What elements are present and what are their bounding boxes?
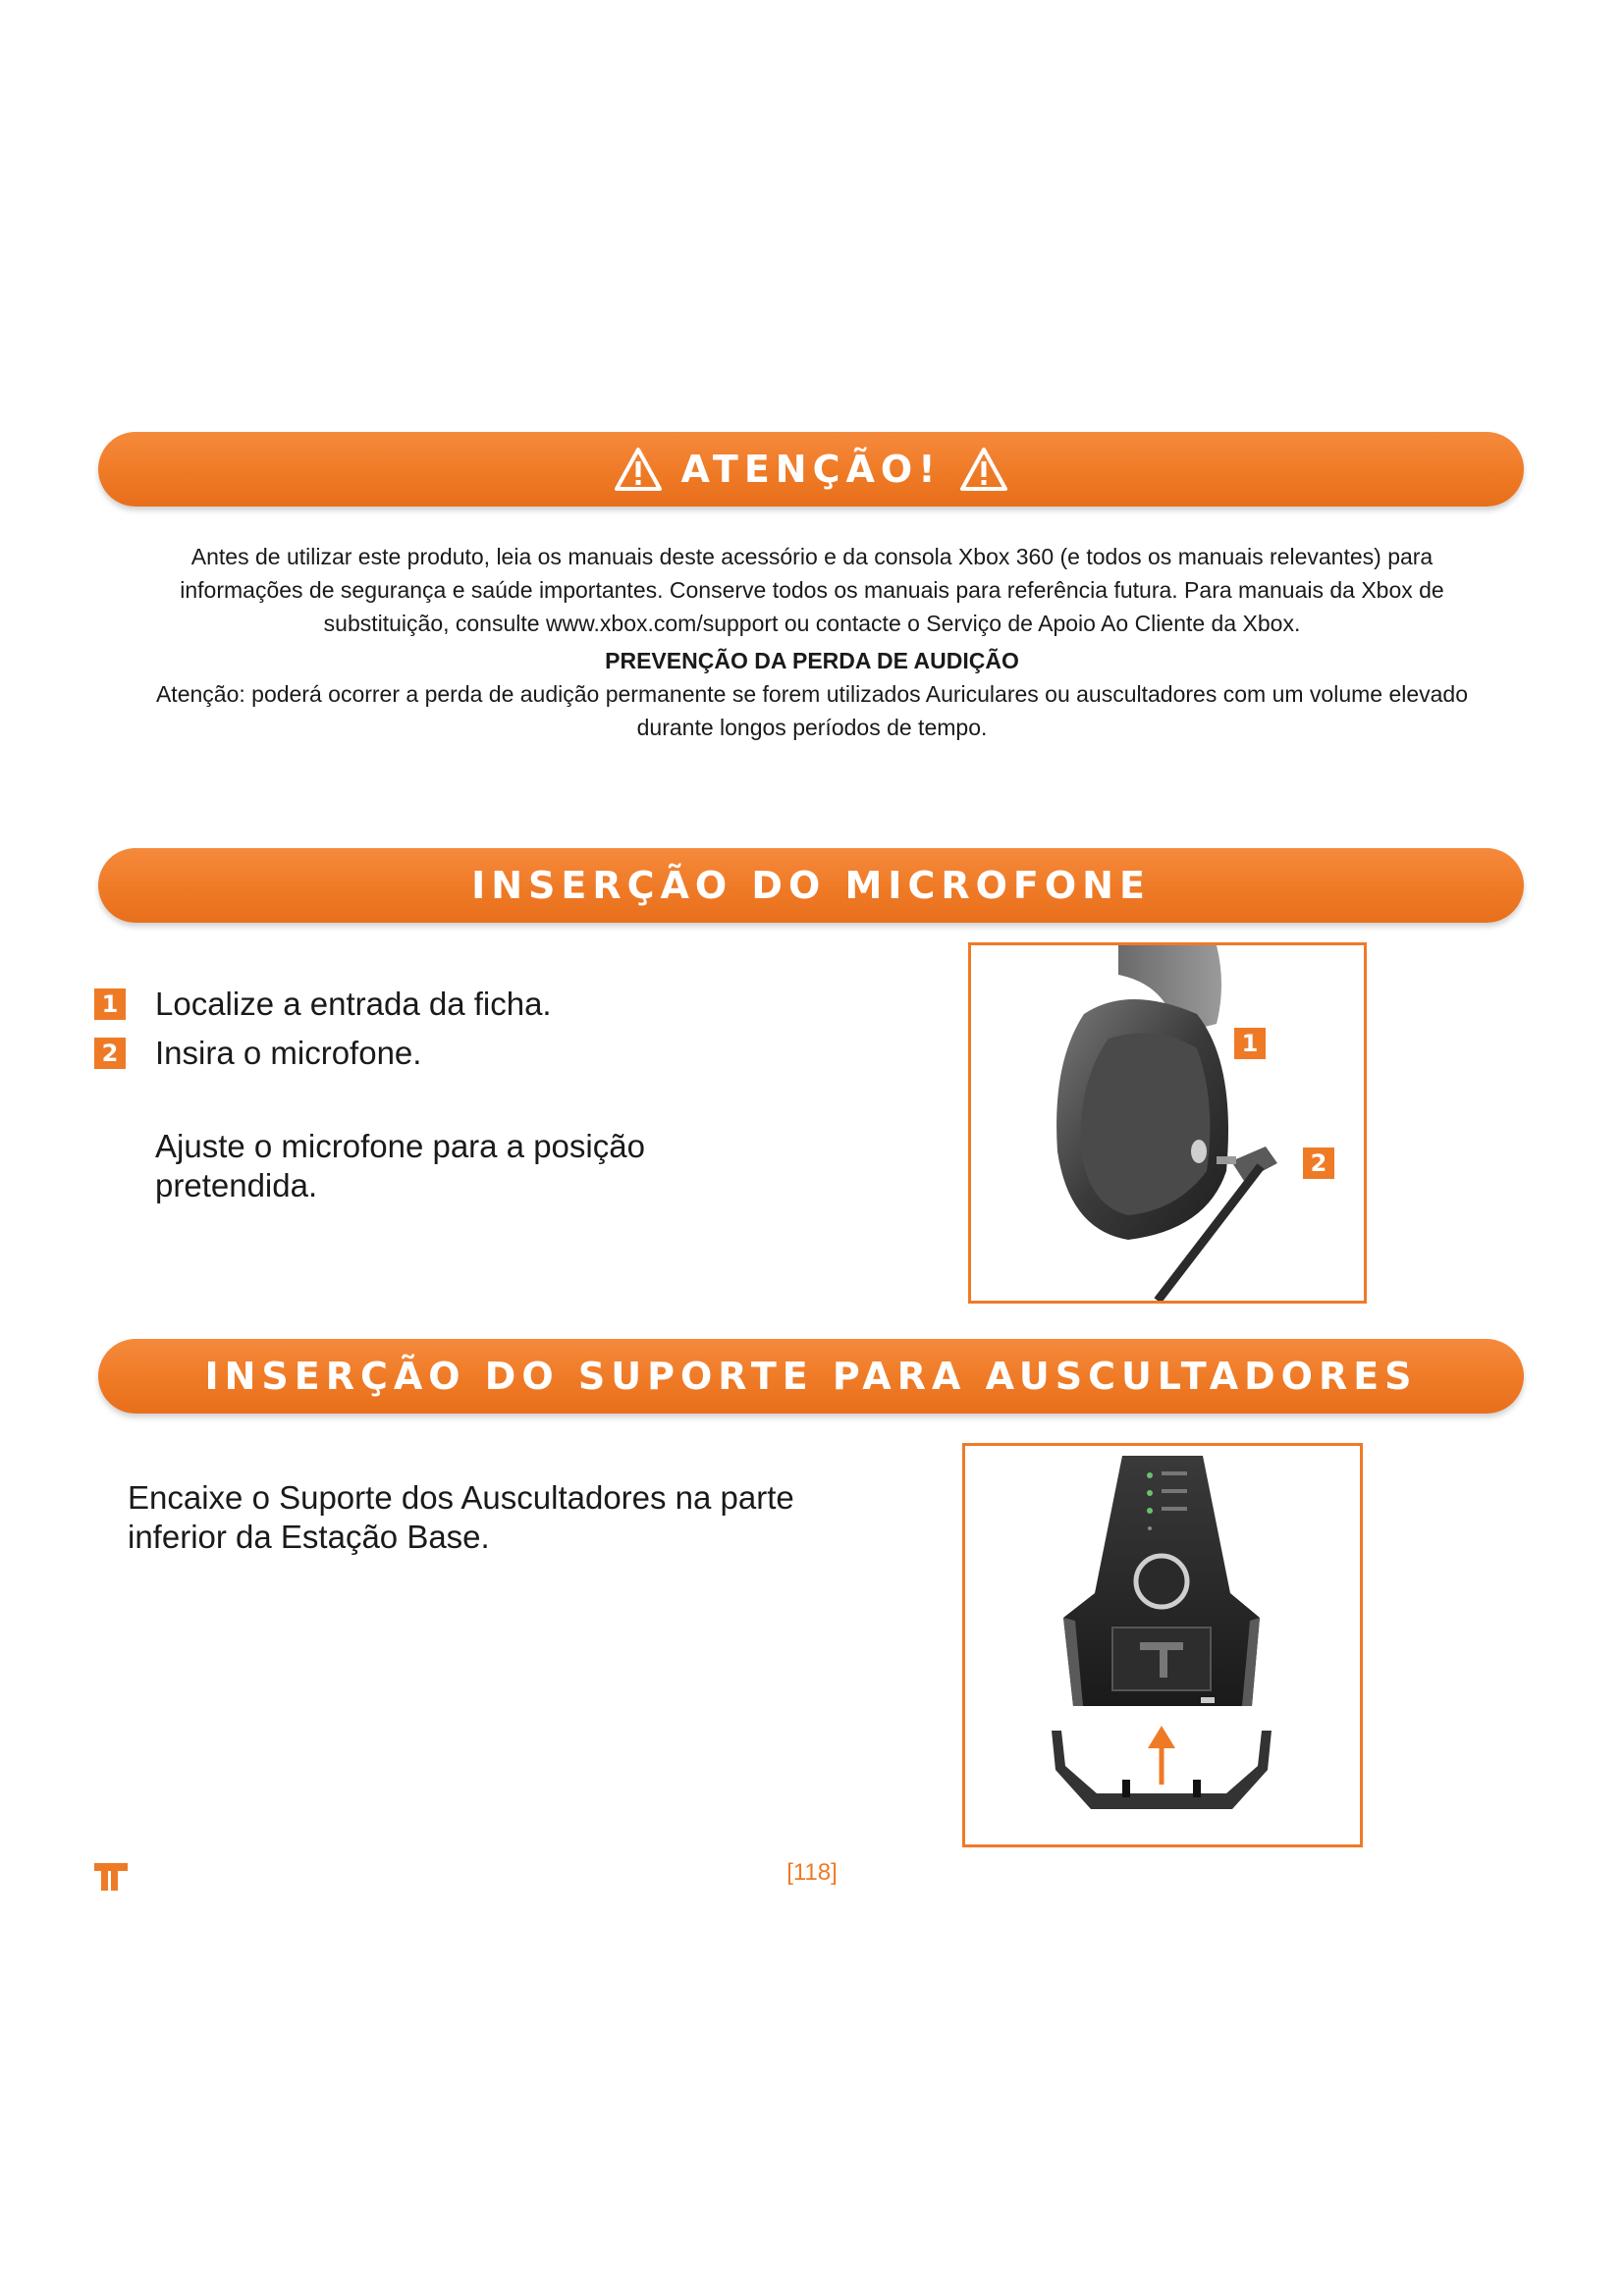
page-number: [118] [786,1859,838,1886]
microphone-title: INSERÇÃO DO MICROFONE [471,864,1151,907]
figure-label-1: 1 [1234,1028,1266,1059]
microphone-banner [98,848,1524,923]
step-2 [94,1035,421,1072]
base-station-figure [962,1443,1363,1847]
attention-paragraph [118,540,1506,744]
stand-banner [98,1339,1524,1414]
paragraph-line: Antes de utilizar este produto, leia os manuais deste acessório e da consola Xbox 360 (e todos os manuais relevantes) para [190,544,1434,569]
headset-figure [968,942,1367,1304]
step-number-badge: 2 [94,1038,126,1069]
attention-title: ATENÇÃO! [680,448,942,491]
warning-icon [614,447,663,492]
instruction-line: Encaixe o Suporte dos Auscultadores na parte [128,1479,794,1516]
base-station-illustration [965,1446,1360,1844]
stand-title: INSERÇÃO DO SUPORTE PARA AUSCULTADORES [204,1355,1418,1398]
warning-icon [959,447,1008,492]
paragraph-line: substituição, consulte www.xbox.com/support ou contacte o Serviço de Apoio Ao Cliente da Xbox. [323,611,1301,636]
hearing-loss-heading: PREVENÇÃO DA PERDA DE AUDIÇÃO [605,648,1019,673]
headset-illustration [971,945,1364,1301]
warning-line: durante longos períodos de tempo. [636,715,988,740]
step-text: Insira o microfone. [155,1035,422,1071]
paragraph-line: informações de segurança e saúde importantes. Conserve todos os manuais para referência futura. Para manuais da Xbox de [180,577,1444,603]
adjust-note [155,1127,645,1205]
attention-banner [98,432,1524,507]
warning-line: Atenção: poderá ocorrer a perda de audição permanente se forem utilizados Auriculares ou auscultadores com um volume elevado [155,681,1469,707]
instruction-line: inferior da Estação Base. [128,1519,490,1555]
step-1 [94,986,552,1023]
note-line: Ajuste o microfone para a posição [155,1128,645,1164]
stand-instructions [128,1478,794,1557]
step-number-badge: 1 [94,988,126,1020]
step-text: Localize a entrada da ficha. [155,986,552,1022]
note-line: pretendida. [155,1167,318,1203]
figure-label-2: 2 [1303,1148,1334,1179]
